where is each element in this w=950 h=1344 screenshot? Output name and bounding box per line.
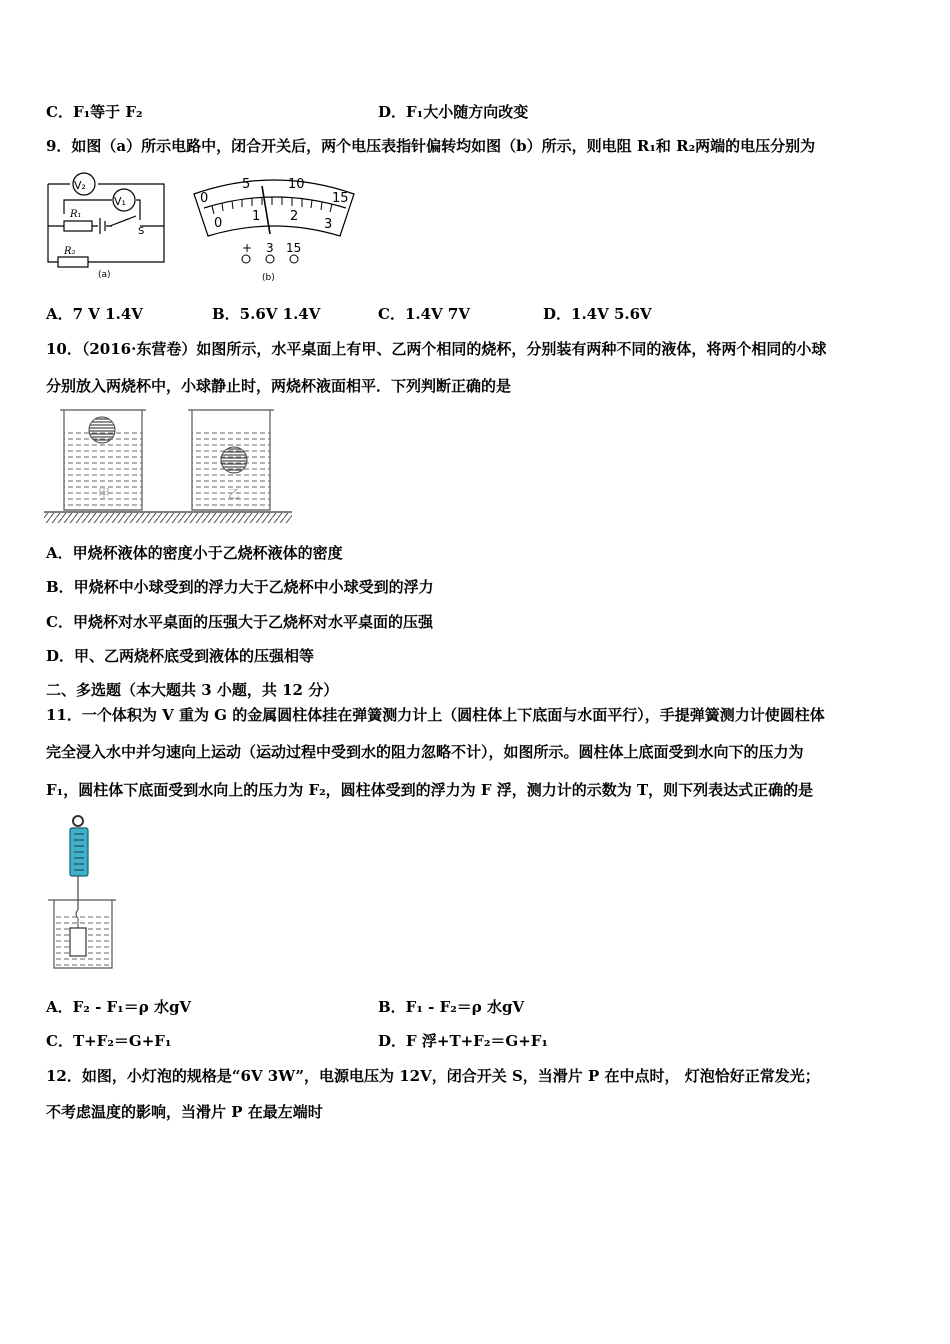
lower-scale-0: 0 xyxy=(214,216,223,231)
q9-option-d: D．1.4V 5.6V xyxy=(543,305,652,323)
terminal-circle xyxy=(266,255,274,263)
q11-spring-scale-figure xyxy=(40,812,120,974)
switch-label: S xyxy=(138,226,145,237)
q11-option-a: A．F₂ - F₁＝ρ 水gV xyxy=(46,998,192,1016)
q10-stem-line2: 分别放入两烧杯中，小球静止时，两烧杯液面相平．下列判断正确的是 xyxy=(46,377,512,395)
beaker-jia-label: 甲 xyxy=(98,487,111,501)
upper-scale-15: 15 xyxy=(332,191,349,206)
q12-stem-line2: 不考虑温度的影响，当滑片 P 在最左端时 xyxy=(46,1103,323,1121)
q10-option-a: A．甲烧杯液体的密度小于乙烧杯液体的密度 xyxy=(46,544,343,562)
terminal-3: 3 xyxy=(266,241,274,255)
upper-scale-5: 5 xyxy=(242,177,251,192)
q11-option-c: C．T+F₂＝G+F₁ xyxy=(46,1032,172,1050)
v2-label: V₂ xyxy=(74,179,86,192)
lower-scale-2: 2 xyxy=(290,209,299,224)
terminal-15: 15 xyxy=(286,241,302,255)
section-heading: 二、多选题（本大题共 3 小题，共 12 分） xyxy=(46,681,339,699)
r1-label: R₁ xyxy=(70,209,82,220)
ball-jia xyxy=(89,417,115,443)
upper-scale-0: 0 xyxy=(200,191,209,206)
beaker-yi-label: 乙 xyxy=(228,487,241,501)
q8-option-d: D．F₁大小随方向改变 xyxy=(378,103,529,121)
q12-stem-line1: 12．如图，小灯泡的规格是“6V 3W”，电源电压为 12V，闭合开关 S，当滑片 P 在中点时， 灯泡恰好正常发光； xyxy=(46,1067,820,1085)
terminal-circle xyxy=(242,255,250,263)
q10-beakers-figure xyxy=(44,406,294,528)
q11-stem-line2: 完全浸入水中并匀速向上运动（运动过程中受到水的阻力忽略不计），如图所示。圆柱体上底面受到水向下的压力为 xyxy=(46,743,804,761)
q9-option-a: A．7 V 1.4V xyxy=(46,305,143,323)
terminal-circle xyxy=(290,255,298,263)
q11-stem-line3: F₁，圆柱体下底面受到水向上的压力为 F₂，圆柱体受到的浮力为 F 浮，测力计的示数为 T，则下列表达式正确的是 xyxy=(46,781,814,799)
lower-scale-3: 3 xyxy=(324,217,333,232)
v1-label: V₁ xyxy=(114,195,126,208)
metal-cylinder xyxy=(70,928,86,956)
hook-ring-icon xyxy=(73,816,83,826)
q11-option-d: D．F 浮+T+F₂＝G+F₁ xyxy=(378,1032,548,1050)
q9-option-c: C．1.4V 7V xyxy=(378,305,470,323)
fig-a-label: (a) xyxy=(98,270,111,280)
q9-voltmeter-figure xyxy=(190,172,360,284)
q9-option-b: B．5.6V 1.4V xyxy=(212,305,321,323)
q10-option-c: C．甲烧杯对水平桌面的压强大于乙烧杯对水平桌面的压强 xyxy=(46,613,433,631)
q10-option-d: D．甲、乙两烧杯底受到液体的压强相等 xyxy=(46,647,315,665)
q11-option-b: B．F₁ - F₂＝ρ 水gV xyxy=(378,998,525,1016)
q9-circuit-figure xyxy=(40,170,170,280)
q10-option-b: B．甲烧杯中小球受到的浮力大于乙烧杯中小球受到的浮力 xyxy=(46,578,434,596)
q11-stem-line1: 11．一个体积为 V 重为 G 的金属圆柱体挂在弹簧测力计上（圆柱体上下底面与水面平行），手提弹簧测力计使圆柱体 xyxy=(46,706,825,724)
upper-scale-10: 10 xyxy=(288,177,305,192)
ball-yi xyxy=(221,447,247,473)
lower-scale-1: 1 xyxy=(252,209,261,224)
r2-label: R₂ xyxy=(64,246,76,257)
terminal-plus: + xyxy=(242,241,253,255)
fig-b-label: (b) xyxy=(262,273,275,283)
q8-option-c: C．F₁等于 F₂ xyxy=(46,103,143,121)
q9-stem: 9．如图（a）所示电路中，闭合开关后，两个电压表指针偏转均如图（b）所示，则电阻 R₁和 R₂两端的电压分别为 xyxy=(46,137,816,155)
q10-stem-line1: 10．（2016·东营卷）如图所示，水平桌面上有甲、乙两个相同的烧杯，分别装有两种不同的液体，将两个相同的小球 xyxy=(46,340,827,358)
